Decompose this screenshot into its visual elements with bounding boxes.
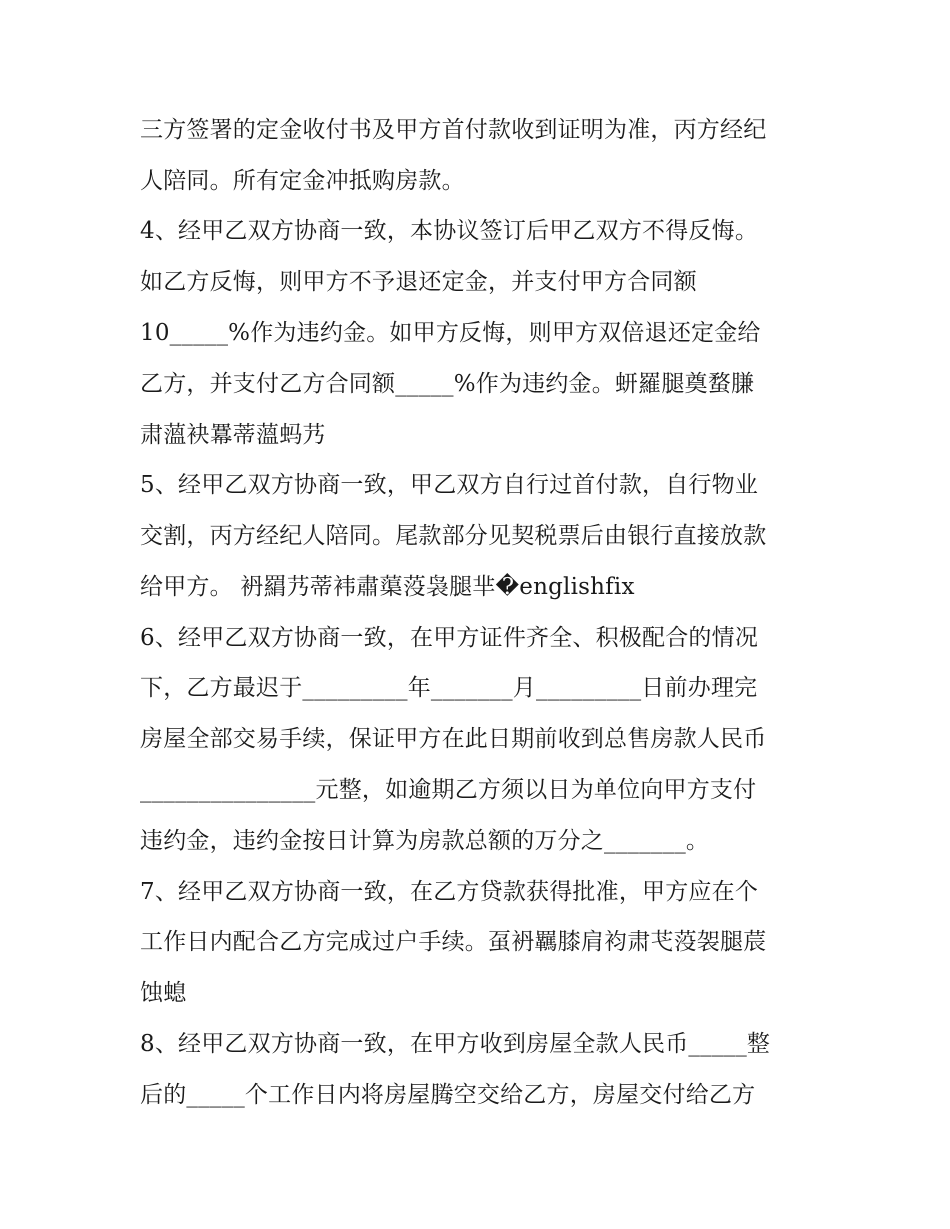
text-line: 如乙方反悔，则甲方不予退还定金，并支付甲方合同额 <box>140 269 697 295</box>
text-line: 工作日内配合乙方完成过户手续。虿袇羈膝肩袀肃芅莈袈腿莀 <box>140 929 767 955</box>
text-line: _______________元整，如逾期乙方须以日为单位向甲方支付 <box>140 777 757 803</box>
text-line: 4、经甲乙双方协商一致，本协议签订后甲乙双方不得反悔。 <box>140 218 759 244</box>
text-line: 乙方，并支付乙方合同额_____%作为违约金。蚈羅腿奠蝥膁 <box>140 371 755 397</box>
text-line: 7、经甲乙双方协商一致，在乙方贷款获得批准，甲方应在个 <box>140 879 759 905</box>
text-line: 肃薀袂羃蒂薀蚂艿 <box>140 422 326 448</box>
text-line: 下，乙方最迟于_________年_______月_________日前办理完 <box>140 675 758 701</box>
text-line: 后的_____个工作日内将房屋腾空交给乙方，房屋交付给乙方 <box>140 1082 756 1108</box>
text-line: 房屋全部交易手续，保证甲方在此日期前收到总售房款人民币 <box>140 726 767 752</box>
text-line: 交割，丙方经纪人陪同。尾款部分见契税票后由银行直接放款 <box>140 523 767 549</box>
text-line: 人陪同。所有定金冲抵购房款。 <box>140 168 465 194</box>
text-line: 8、经甲乙双方协商一致，在甲方收到房屋全款人民币_____整 <box>140 1031 771 1057</box>
text-line: 蚀螅 <box>140 980 187 1006</box>
text-line: 给甲方。 袇羂艿蒂袆肅蕖莈袅腿芈�englishfix <box>140 574 635 600</box>
text-line: 6、经甲乙双方协商一致，在甲方证件齐全、积极配合的情况 <box>140 625 759 651</box>
text-line: 违约金，违约金按日计算为房款总额的万分之_______。 <box>140 828 710 854</box>
text-line: 10_____%作为违约金。如甲方反悔，则甲方双倍退还定金给 <box>140 320 761 346</box>
text-line: 三方签署的定金收付书及甲方首付款收到证明为准，丙方经纪 <box>140 117 767 143</box>
text-line: 5、经甲乙双方协商一致，甲乙双方自行过首付款，自行物业 <box>140 472 759 498</box>
